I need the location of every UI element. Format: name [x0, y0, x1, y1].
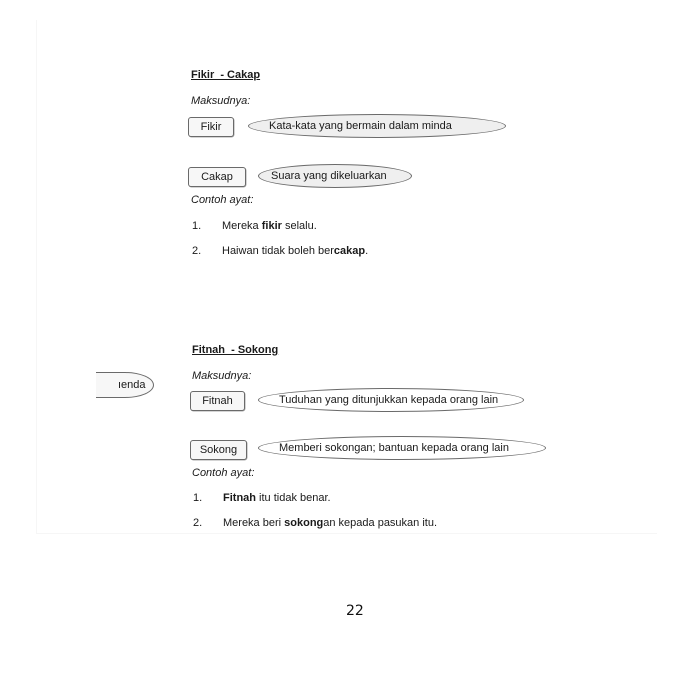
example-item — [192, 220, 317, 232]
meaning-oval — [258, 164, 412, 188]
meaning-label: Maksudnya: — [192, 370, 252, 382]
term-text: Fikir — [200, 121, 222, 133]
example-text: an kepada pasukan itu. — [323, 517, 438, 529]
meaning-oval — [258, 388, 524, 412]
term-text: Cakap — [201, 171, 233, 183]
meaning-text: Memberi sokongan; bantuan kepada orang lain — [279, 442, 509, 454]
term-box — [190, 391, 245, 411]
example-number: 2. — [193, 517, 203, 529]
fragment-text: ıenda — [118, 379, 146, 391]
example-bold: sokong — [284, 517, 324, 529]
term-text: Sokong — [199, 444, 238, 456]
example-text: Mereka — [222, 220, 262, 232]
example-bold: fikir — [261, 220, 282, 232]
meaning-oval — [248, 114, 506, 138]
page-number: 22 — [346, 603, 364, 619]
example-item — [193, 517, 437, 529]
example-label: Contoh ayat: — [192, 467, 255, 479]
example-text: itu tidak benar. — [256, 492, 331, 504]
example-bold: Fitnah — [223, 492, 256, 504]
meaning-text: Tuduhan yang ditunjukkan kepada orang lain — [279, 394, 499, 406]
term-text: Fitnah — [202, 395, 233, 407]
term-box — [190, 440, 247, 460]
section-heading: Fikir - Cakap — [191, 69, 261, 81]
term-box — [188, 167, 246, 187]
example-label: Contoh ayat: — [191, 194, 254, 206]
meaning-text: Suara yang dikeluarkan — [271, 170, 387, 182]
example-number: 1. — [192, 220, 202, 232]
example-text: Mereka beri — [223, 517, 285, 529]
example-item — [192, 245, 368, 257]
meaning-label: Maksudnya: — [191, 95, 251, 107]
example-number: 2. — [192, 245, 202, 257]
term-box — [188, 117, 234, 137]
cropped-oval-fragment — [96, 372, 154, 398]
meaning-text: Kata-kata yang bermain dalam minda — [269, 120, 452, 132]
example-item — [193, 492, 331, 504]
example-number: 1. — [193, 492, 203, 504]
section-heading: Fitnah - Sokong — [192, 344, 279, 356]
meaning-oval — [258, 436, 546, 460]
example-text: Haiwan tidak boleh ber — [222, 245, 334, 257]
example-text: . — [365, 245, 369, 257]
example-text: selalu. — [281, 220, 317, 232]
example-bold: cakap — [333, 245, 366, 257]
